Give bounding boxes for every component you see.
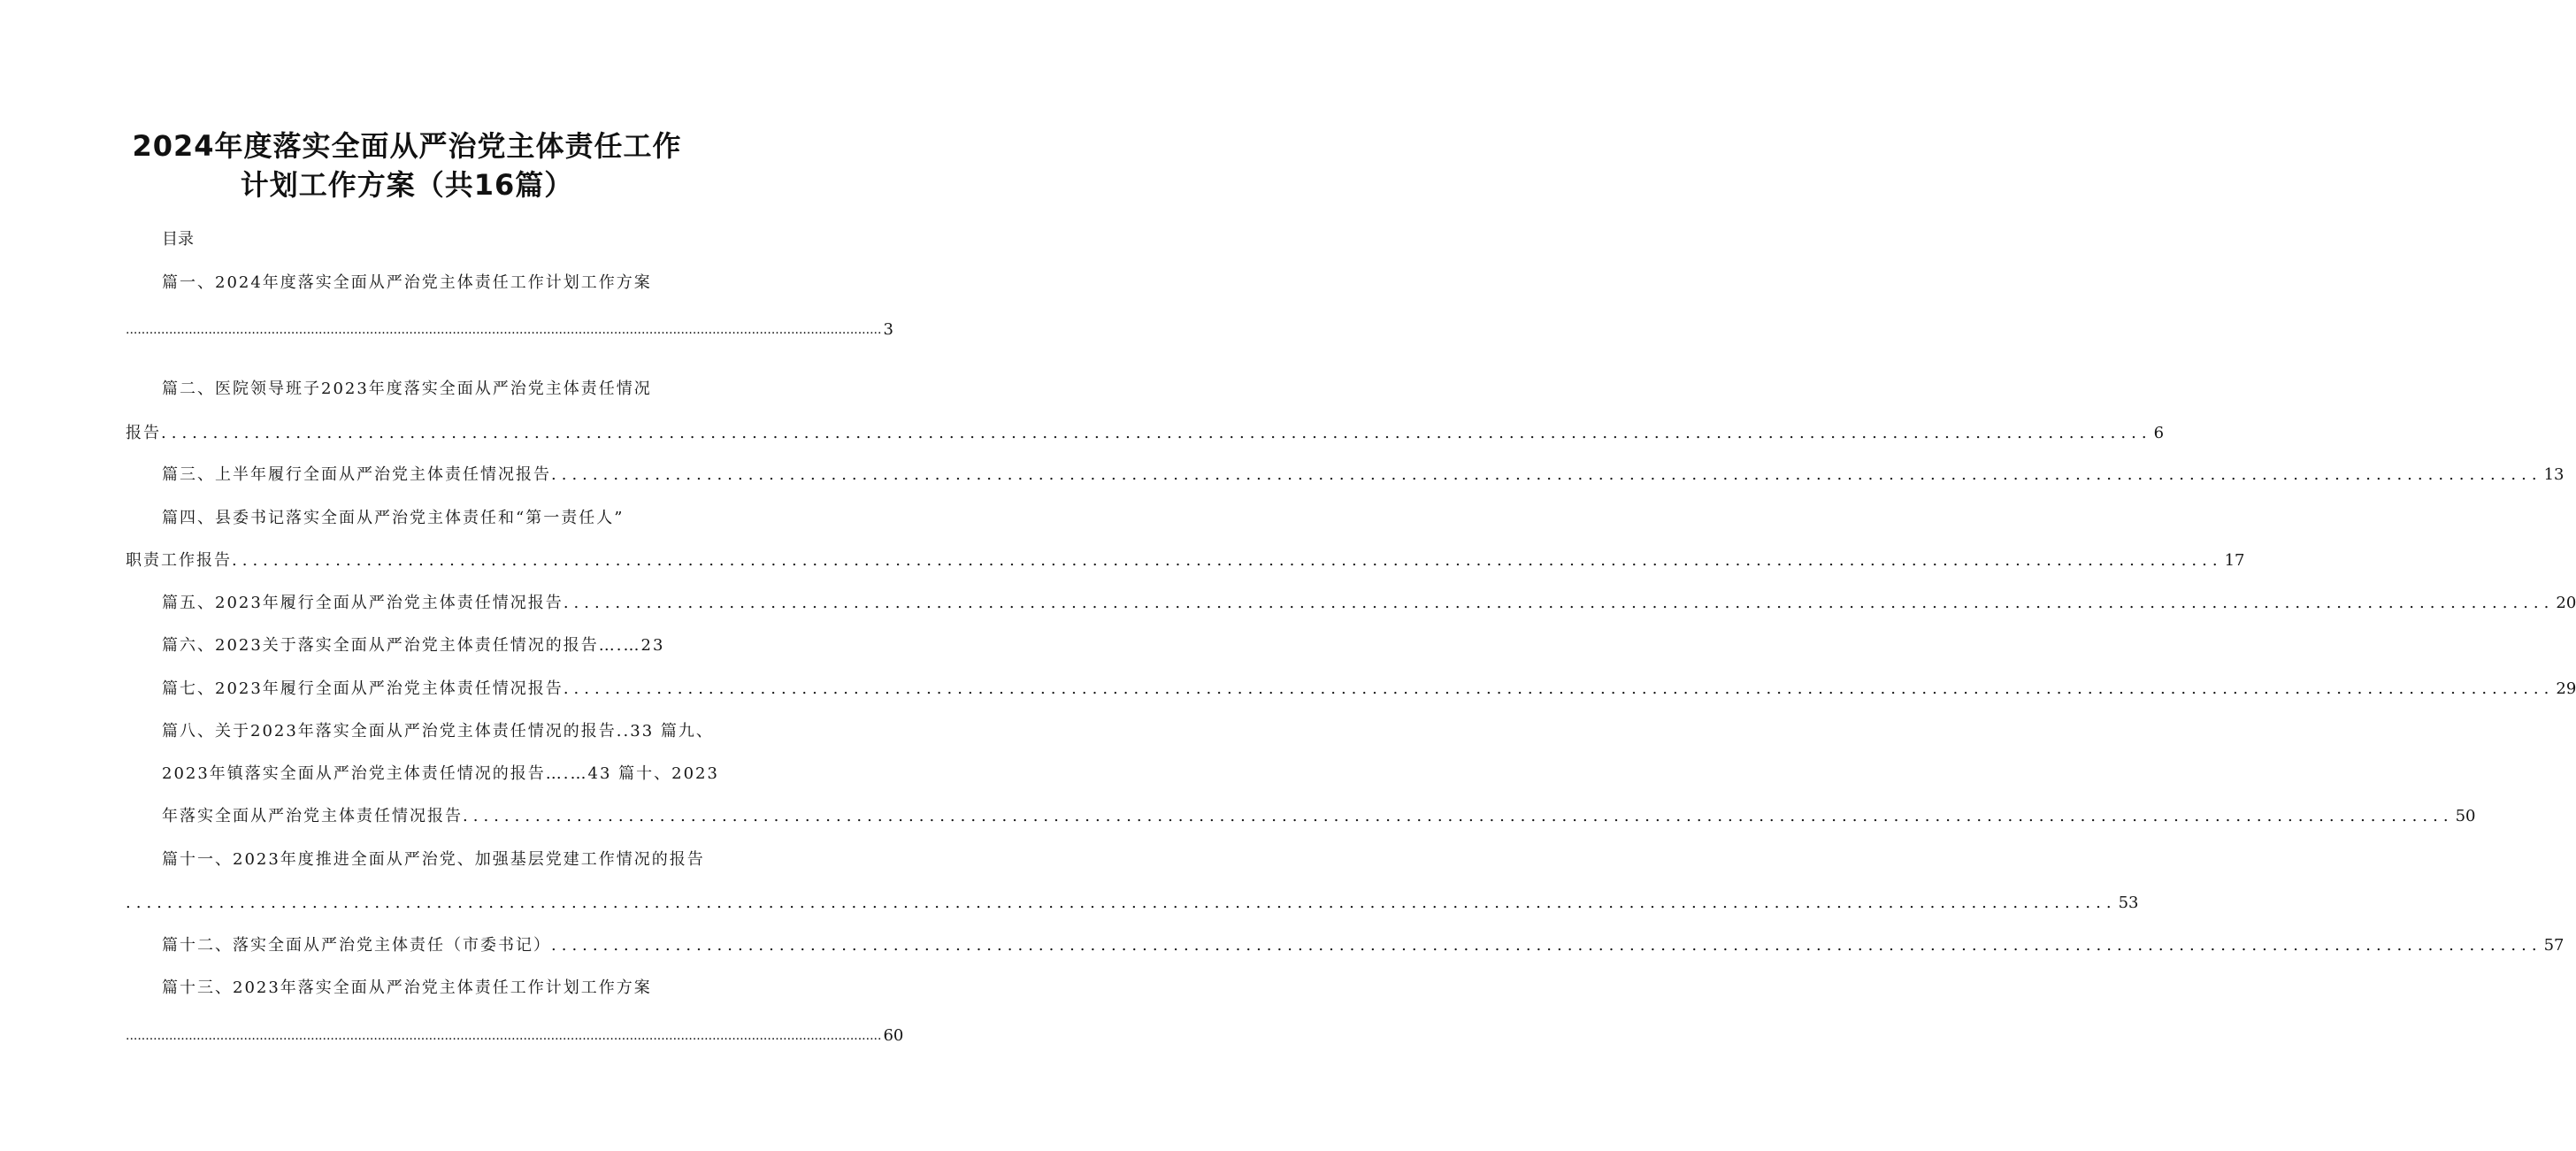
toc-entry-13-text[interactable]: 篇十三、2023年落实全面从严治党主体责任工作计划工作方案 <box>162 978 652 997</box>
dot-leader: ................................................................................................................................................................................................ <box>126 894 2117 912</box>
dot-leader: ................................................................................................................................................................................................ <box>126 323 882 337</box>
page-number: 13 <box>2543 465 2564 484</box>
toc-entry-1-text[interactable]: 篇一、2024年度落实全面从严治党主体责任工作计划工作方案 <box>162 273 652 292</box>
dot-leader: ................................................................................................................................................................................................ <box>563 594 2555 612</box>
toc-entry-4-leader[interactable] <box>126 550 2245 572</box>
entry-text: 篇十二、落实全面从严治党主体责任（市委书记） <box>162 936 551 955</box>
toc-entry-6[interactable]: 篇六、2023关于落实全面从严治党主体责任情况的报告….…23 <box>162 636 665 655</box>
page-number: 53 <box>2118 894 2139 912</box>
toc-entry-1-leader[interactable] <box>126 319 893 341</box>
toc-entry-7[interactable] <box>162 679 2576 700</box>
toc-entry-2-text[interactable]: 篇二、医院领导班子2023年度落实全面从严治党主体责任情况 <box>162 380 652 398</box>
toc-entry-12[interactable] <box>162 935 2564 956</box>
entry-continuation: 报告 <box>126 424 161 442</box>
entry-text: 篇五、2023年履行全面从严治党主体责任情况报告 <box>162 594 564 612</box>
page-number: 3 <box>883 320 893 339</box>
toc-entry-11-text[interactable]: 篇十一、2023年度推进全面从严治党、加强基层党建工作情况的报告 <box>162 850 705 869</box>
entry-text: 篇三、上半年履行全面从严治党主体责任情况报告 <box>162 465 551 484</box>
dot-leader: ................................................................................................................................................................................................ <box>563 679 2555 698</box>
dot-leader: ................................................................................................................................................................................................ <box>551 936 2542 955</box>
entry-text: 篇七、2023年履行全面从严治党主体责任情况报告 <box>162 679 564 698</box>
page-number: 6 <box>2153 424 2165 442</box>
toc-heading: 目录 <box>162 230 194 249</box>
entry-text: 年落实全面从严治党主体责任情况报告 <box>162 807 463 825</box>
dot-leader: ................................................................................................................................................................................................ <box>161 424 2152 442</box>
dot-leader: ................................................................................................................................................................................................ <box>551 465 2542 484</box>
toc-entry-9-10-line[interactable]: 2023年镇落实全面从严治党主体责任情况的报告….…43 篇十、2023 <box>162 764 719 783</box>
toc-entry-13-leader[interactable] <box>126 1025 904 1047</box>
toc-entry-8-9-line[interactable]: 篇八、关于2023年落实全面从严治党主体责任情况的报告..33 篇九、 <box>162 722 714 740</box>
dot-leader: ................................................................................................................................................................................................ <box>232 551 2223 570</box>
toc-entry-11-leader[interactable] <box>126 893 2139 914</box>
page-number: 20 <box>2556 594 2576 612</box>
document-title-line-1: 2024年度落实全面从严治党主体责任工作 <box>132 129 682 163</box>
toc-entry-4-text[interactable]: 篇四、县委书记落实全面从严治党主体责任和“第一责任人” <box>162 509 625 527</box>
toc-entry-10[interactable] <box>162 806 2476 827</box>
dot-leader: ................................................................................................................................................................................................ <box>126 1029 882 1043</box>
document-title-line-2: 计划工作方案（共16篇） <box>240 168 574 202</box>
entry-continuation: 职责工作报告 <box>126 551 232 570</box>
toc-entry-3[interactable] <box>162 464 2564 486</box>
page-number: 57 <box>2543 936 2564 955</box>
page-number: 60 <box>883 1026 904 1045</box>
dot-leader: ................................................................................................................................................................................................ <box>463 807 2454 825</box>
page-number: 17 <box>2224 551 2245 570</box>
toc-entry-5[interactable] <box>162 593 2576 614</box>
page-number: 29 <box>2556 679 2576 698</box>
page-number: 50 <box>2455 807 2476 825</box>
toc-entry-2-leader[interactable] <box>126 423 2165 444</box>
